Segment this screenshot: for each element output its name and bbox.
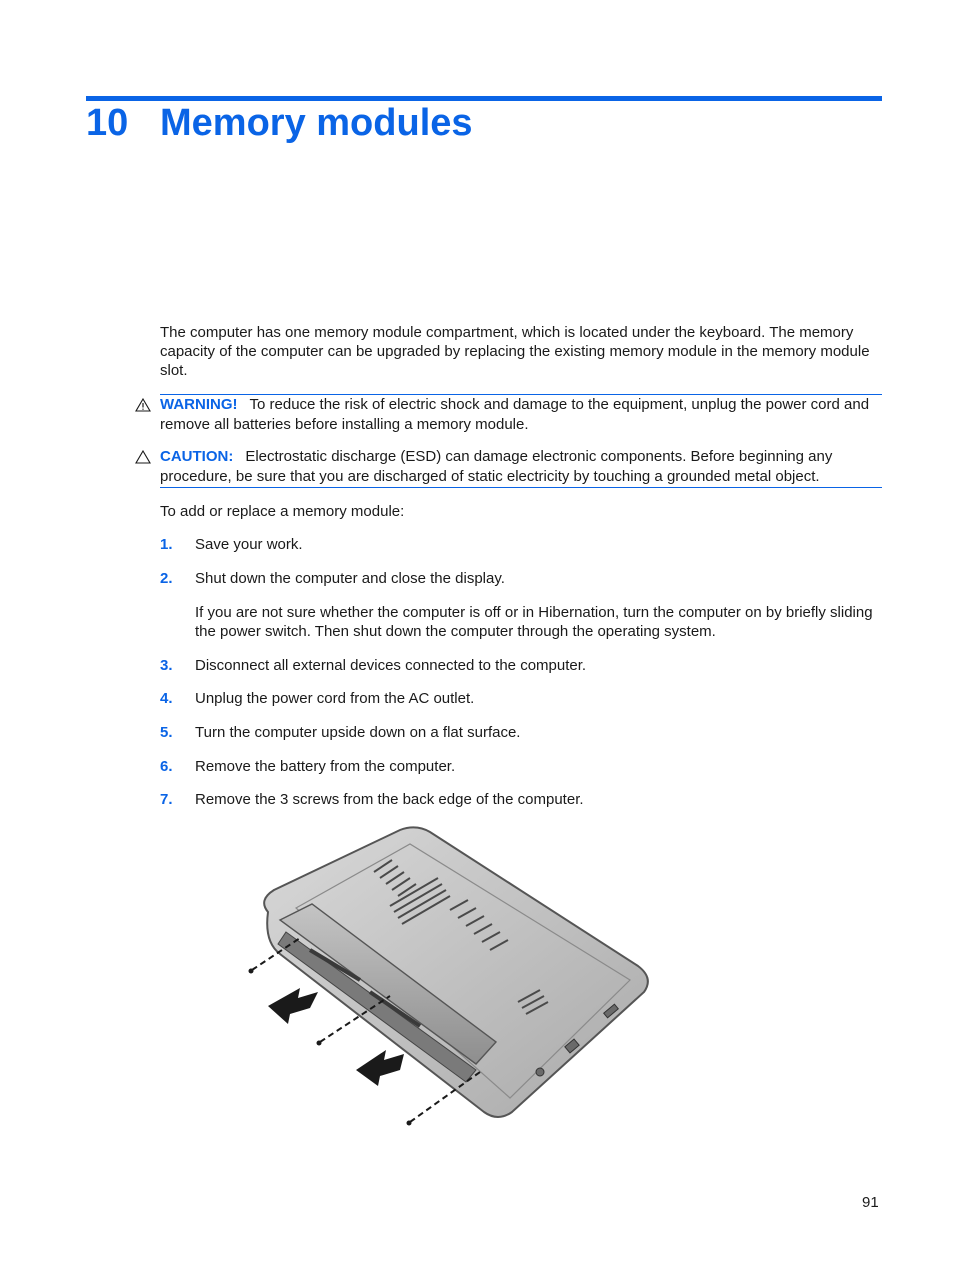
- page-number: 91: [862, 1194, 879, 1211]
- step-text: Shut down the computer and close the display.: [195, 570, 505, 587]
- chapter-number: 10: [86, 102, 129, 144]
- step-number: 4.: [160, 690, 173, 707]
- caution-notice: [160, 447, 882, 487]
- chapter-title: [86, 102, 473, 145]
- step-text: Save your work.: [195, 536, 303, 553]
- step-text: Turn the computer upside down on a flat surface.: [195, 724, 521, 741]
- step-text: Remove the battery from the computer.: [195, 758, 456, 775]
- warning-label: WARNING!: [160, 396, 238, 413]
- notice-rule-bottom: [160, 487, 882, 488]
- chapter-title-text: Memory modules: [160, 102, 473, 144]
- caution-text: Electrostatic discharge (ESD) can damage electronic components. Before beginning any procedure, be sure that you are discharged of static electricity by touching a grounded metal object.: [160, 448, 833, 485]
- step-number: 1.: [160, 536, 173, 553]
- chapter-rule: [86, 96, 882, 101]
- caution-label: CAUTION:: [160, 448, 234, 465]
- warning-triangle-icon: [135, 398, 151, 412]
- step-number: 5.: [160, 724, 173, 741]
- step-number: 2.: [160, 570, 173, 587]
- procedure-lead: To add or replace a memory module:: [160, 503, 405, 520]
- step-number: 3.: [160, 657, 173, 674]
- step-note: If you are not sure whether the computer is off or in Hibernation, turn the computer on by briefly sliding the power switch. Then shut down the computer through the operating system.: [195, 604, 873, 640]
- laptop-underside-illustration: [240, 820, 660, 1130]
- warning-text: To reduce the risk of electric shock and damage to the equipment, unplug the power cord and remove all batteries before installing a memory module.: [160, 396, 870, 433]
- warning-notice: [160, 395, 882, 435]
- step-text: Unplug the power cord from the AC outlet.: [195, 690, 475, 707]
- intro-paragraph: The computer has one memory module compartment, which is located under the keyboard. The memory capacity of the computer can be upgraded by replacing the existing memory module in the memory module slot.: [160, 324, 870, 379]
- step-text: Disconnect all external devices connected to the computer.: [195, 657, 587, 674]
- step-text: Remove the 3 screws from the back edge of the computer.: [195, 791, 584, 808]
- step-number: 6.: [160, 758, 173, 775]
- step-number: 7.: [160, 791, 173, 808]
- caution-triangle-icon: [135, 450, 151, 464]
